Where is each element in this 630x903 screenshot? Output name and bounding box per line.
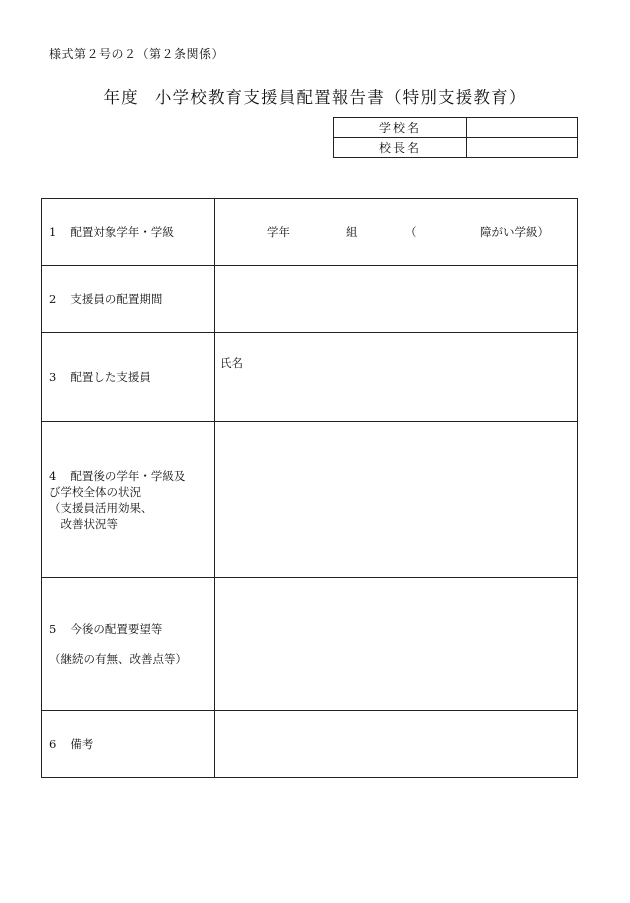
item-number: 2 xyxy=(49,292,57,306)
row-requests xyxy=(42,578,578,711)
item-label: 支援員の配置期間 xyxy=(70,292,163,306)
remarks-label xyxy=(42,711,215,778)
row-period xyxy=(42,266,578,333)
report-table xyxy=(41,198,578,778)
page-title xyxy=(0,84,630,108)
school-name-label: 学校名 xyxy=(334,118,467,138)
disability-class-label: 障がい学級） xyxy=(480,225,549,239)
status-label-line xyxy=(49,468,214,484)
item-number: 3 xyxy=(49,370,57,384)
principal-name-field[interactable] xyxy=(467,138,578,158)
row-status xyxy=(42,422,578,578)
staff-name-label: 氏名 xyxy=(220,356,243,370)
item-number: 6 xyxy=(49,737,57,751)
item-label: 備考 xyxy=(70,737,94,751)
status-label xyxy=(42,422,215,578)
requests-label xyxy=(42,578,215,711)
item-label: 配置対象学年・学級 xyxy=(70,225,174,239)
requests-label-line xyxy=(49,621,214,637)
requests-sublabel: （継続の有無、改善点等） xyxy=(49,652,187,666)
status-label-line: び学校全体の状況 xyxy=(49,484,141,499)
item-number: 1 xyxy=(49,225,57,239)
grade-suffix: 学年 xyxy=(267,225,290,239)
form-number: 様式第２号の２（第２条関係） xyxy=(49,47,225,61)
class-suffix: 組 xyxy=(346,225,358,239)
item-number: 5 xyxy=(49,622,57,636)
class-line xyxy=(215,224,577,240)
status-label-line: 改善状況等 xyxy=(49,516,118,531)
row-remarks xyxy=(42,711,578,778)
row-staff xyxy=(42,333,578,422)
staff-label xyxy=(42,333,215,422)
item-label: 配置した支援員 xyxy=(70,370,151,384)
principal-name-label: 校長名 xyxy=(334,138,467,158)
period-field[interactable] xyxy=(215,266,578,333)
staff-field[interactable] xyxy=(215,333,578,422)
item-label: 配置後の学年・学級及 xyxy=(70,468,186,483)
item-number: 4 xyxy=(49,468,57,483)
target-class-field[interactable] xyxy=(215,199,578,266)
title-main: 小学校教育支援員配置報告書（特別支援教育） xyxy=(154,88,527,107)
status-field[interactable] xyxy=(215,422,578,578)
item-label: 今後の配置要望等 xyxy=(70,622,163,636)
row-target-class xyxy=(42,199,578,266)
remarks-field[interactable] xyxy=(215,711,578,778)
requests-field[interactable] xyxy=(215,578,578,711)
school-name-field[interactable] xyxy=(467,118,578,138)
open-paren: （ xyxy=(405,225,417,239)
target-class-label xyxy=(42,199,215,266)
period-label xyxy=(42,266,215,333)
spacer xyxy=(49,637,214,651)
status-label-line: （支援員活用効果、 xyxy=(49,500,153,515)
school-info-table xyxy=(333,117,578,158)
title-year: 年度 xyxy=(103,88,139,107)
